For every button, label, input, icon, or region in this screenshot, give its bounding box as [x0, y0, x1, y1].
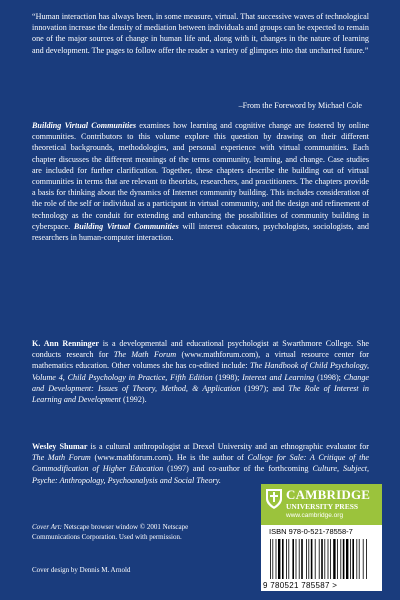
author-name-shumar: Wesley Shumar [32, 442, 88, 451]
bio-text: (www.mathforum.com), a virtual resource center for mathematics education. Other volumes she has co-edited include: [32, 350, 369, 371]
isbn-number: ISBN 978-0-521-78558-7 [269, 527, 353, 536]
cover-art-credit [32, 523, 232, 542]
bio-shumar [32, 441, 369, 486]
publisher-url: www.cambridge.org [286, 512, 344, 519]
author-name-renninger: K. Ann Renninger [32, 339, 99, 348]
bio-italic: The Handbook of Child Psychology, Volume 4, Child Psychology in Practice, Fifth Edition [32, 361, 369, 382]
bio-italic: Change and Development: Issues of Theory, Method, & Application [32, 372, 369, 393]
bio-text: (1998); [212, 372, 243, 382]
bio-italic: The Math Forum [113, 350, 177, 360]
bio-italic: The Role of Interest in Learning and Development [32, 383, 369, 405]
bio-text: (1997) and co-author of the forthcoming [163, 464, 313, 474]
book-title-repeat: Building Virtual Communities [73, 221, 179, 231]
publisher-name: CAMBRIDGE [286, 487, 371, 502]
barcode-icon [269, 539, 375, 581]
cover-art-text: Netscape browser window © 2001 Netscape Communications Corporation. Used with permission. [32, 523, 189, 541]
foreword-quote: “Human interaction has always been, in some measure, virtual. That successive waves of technological innovation increase the density of mediation between individuals and groups can be expected to remain one of the major sources of change in human life and, along with it, changes in the nature of learning and development. The pages to follow offer the reader a variety of glimpses into that uncharted future.” [32, 12, 369, 55]
book-description [32, 120, 369, 243]
foreword-attribution: –From the Foreword by Michael Cole [238, 101, 362, 110]
bio-text: (1997); and [240, 383, 289, 393]
bio-italic: Interest and Learning [242, 372, 315, 382]
bio-italic: The Math Forum [32, 453, 91, 463]
isbn-barcode [261, 525, 382, 591]
bio-text: is a developmental and educational psychologist at Swarthmore College. She conducts research for [32, 339, 369, 360]
bio-italic: Culture, Subject, Psyche: Anthropology, Psychoanalysis and Social Theory. [32, 464, 369, 485]
bio-text: (1992). [120, 395, 147, 405]
description-text-2: will interest educators, psychologists, sociologists, and researchers in human-computer interaction. [32, 221, 369, 243]
book-title: Building Virtual Communities [32, 121, 136, 130]
publisher-logo [261, 484, 382, 525]
bio-renninger [32, 338, 369, 405]
cambridge-shield-icon [265, 488, 283, 510]
bio-text: (1998); [314, 372, 344, 382]
cover-design-credit: Cover design by Dennis M. Arnold [32, 566, 131, 574]
cover-art-label: Cover Art: [32, 523, 63, 531]
description-text-1: examines how learning and cognitive change are fostered by online communities. Contributors to this volume explore this question by drawing on their different theoretical backgrounds, methodologies, and personal experience with virtual communities. Each chapter discusses the different meanings of the terms community, learning, and change. Case studies are included for further clarification. Together, these chapters describe the building out of virtual communities in terms that are relevant to theorists, researchers, and practitioners. The chapters provide a basis for thinking about the dynamics of Internet community building. This includes consideration of the role of the self or individual as a participant in virtual community, and the design and refinement of technology as the conduit for extending and enhancing the possibilities of community building in cyberspace. [32, 121, 369, 231]
bio-text: is a cultural anthropologist at Drexel University and an ethnographic evaluator for [87, 442, 369, 451]
bio-italic: College for Sale: A Critique of the Commodification of Higher Education [32, 453, 370, 474]
barcode-digits: 9 780521 785587 > [263, 581, 338, 590]
bio-text: (www.mathforum.com). He is the author of [90, 453, 248, 463]
publisher-subtitle: UNIVERSITY PRESS [286, 502, 359, 511]
